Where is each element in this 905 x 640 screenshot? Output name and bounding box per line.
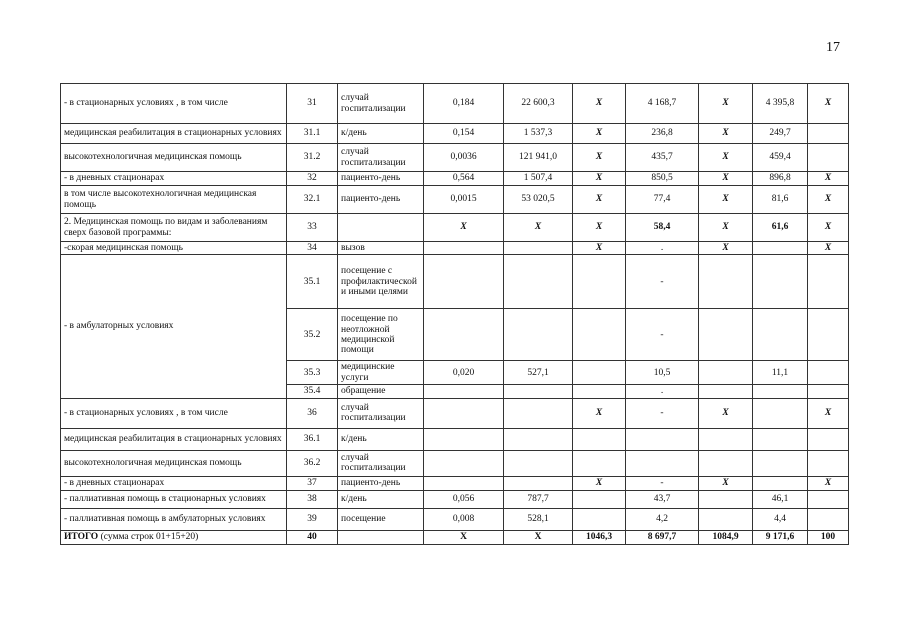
row-unit: случай госпитализации — [338, 398, 424, 428]
table-row — [61, 214, 849, 242]
value-cell: 22 600,3 — [504, 84, 573, 124]
value-cell — [808, 309, 849, 361]
value-cell: Х — [573, 476, 626, 490]
row-unit: к/день — [338, 428, 424, 450]
row-unit: пациенто-день — [338, 476, 424, 490]
value-cell — [808, 490, 849, 508]
value-cell: Х — [573, 84, 626, 124]
row-number: 33 — [287, 214, 338, 242]
table-row-total — [61, 530, 849, 544]
value-cell: 0,056 — [424, 490, 504, 508]
value-cell: Х — [573, 144, 626, 172]
value-cell: 459,4 — [753, 144, 808, 172]
value-cell — [753, 450, 808, 476]
value-cell — [504, 385, 573, 398]
row-unit — [338, 214, 424, 242]
value-cell: Х — [573, 242, 626, 255]
row-unit: к/день — [338, 124, 424, 144]
value-cell — [573, 508, 626, 530]
value-cell: 4 168,7 — [626, 84, 699, 124]
value-cell — [699, 385, 753, 398]
row-unit: медицинские услуги — [338, 361, 424, 385]
row-name: - паллиативная помощь в стационарных условиях — [61, 490, 287, 508]
value-cell: Х — [699, 476, 753, 490]
value-cell — [424, 450, 504, 476]
value-cell: 0,564 — [424, 172, 504, 186]
table-body-ambulatory — [61, 255, 849, 398]
row-unit: вызов — [338, 242, 424, 255]
value-cell — [808, 124, 849, 144]
total-cell: Х — [424, 530, 504, 544]
value-cell — [808, 385, 849, 398]
total-row-number: 40 — [287, 530, 338, 544]
total-cell: 8 697,7 — [626, 530, 699, 544]
total-cell: 1084,9 — [699, 530, 753, 544]
row-unit: посещение — [338, 508, 424, 530]
row-unit: посещение с профилактической и иными целями — [338, 255, 424, 309]
row-unit: пациенто-день — [338, 172, 424, 186]
value-cell — [424, 309, 504, 361]
value-cell: 0,0036 — [424, 144, 504, 172]
ambulatory-name: - в амбулаторных условиях — [61, 255, 287, 398]
row-number: 36.2 — [287, 450, 338, 476]
value-cell — [699, 428, 753, 450]
value-cell: Х — [699, 398, 753, 428]
value-cell: 10,5 — [626, 361, 699, 385]
value-cell — [573, 428, 626, 450]
row-name: - в дневных стационарах — [61, 172, 287, 186]
row-number: 38 — [287, 490, 338, 508]
value-cell: 528,1 — [504, 508, 573, 530]
value-cell: Х — [573, 172, 626, 186]
table-row — [61, 490, 849, 508]
value-cell: Х — [504, 214, 573, 242]
value-cell — [424, 255, 504, 309]
row-name: высокотехнологичная медицинская помощь — [61, 144, 287, 172]
value-cell: Х — [808, 398, 849, 428]
value-cell — [808, 144, 849, 172]
value-cell — [573, 309, 626, 361]
row-number: 35.2 — [287, 309, 338, 361]
row-unit: к/день — [338, 490, 424, 508]
value-cell — [626, 428, 699, 450]
value-cell — [753, 242, 808, 255]
row-name: медицинская реабилитация в стационарных условиях — [61, 428, 287, 450]
value-cell: 0,020 — [424, 361, 504, 385]
value-cell: Х — [699, 144, 753, 172]
total-cell: 100 — [808, 530, 849, 544]
value-cell — [699, 361, 753, 385]
value-cell: 121 941,0 — [504, 144, 573, 172]
row-number: 34 — [287, 242, 338, 255]
row-number: 31 — [287, 84, 338, 124]
table-row — [61, 84, 849, 124]
table-body-bottom — [61, 398, 849, 530]
table-row — [61, 186, 849, 214]
value-cell — [424, 398, 504, 428]
row-unit: пациенто-день — [338, 186, 424, 214]
value-cell: 4 395,8 — [753, 84, 808, 124]
value-cell: 896,8 — [753, 172, 808, 186]
table-body-top — [61, 84, 849, 255]
value-cell — [753, 398, 808, 428]
row-unit: случай госпитализации — [338, 144, 424, 172]
value-cell: - — [626, 476, 699, 490]
row-number: 35.4 — [287, 385, 338, 398]
value-cell — [699, 309, 753, 361]
value-cell: 0,184 — [424, 84, 504, 124]
value-cell: 43,7 — [626, 490, 699, 508]
value-cell — [424, 242, 504, 255]
value-cell — [753, 428, 808, 450]
value-cell — [699, 450, 753, 476]
value-cell: 4,2 — [626, 508, 699, 530]
table-row — [61, 428, 849, 450]
value-cell — [573, 490, 626, 508]
table-row — [61, 144, 849, 172]
row-number: 35.3 — [287, 361, 338, 385]
value-cell: 1 507,4 — [504, 172, 573, 186]
value-cell — [699, 490, 753, 508]
value-cell: 77,4 — [626, 186, 699, 214]
row-name: - в дневных стационарах — [61, 476, 287, 490]
table-row — [61, 242, 849, 255]
row-name: в том числе высокотехнологичная медицинская помощь — [61, 186, 287, 214]
value-cell: - — [626, 309, 699, 361]
value-cell — [424, 428, 504, 450]
row-number: 32 — [287, 172, 338, 186]
page-number: 17 — [826, 40, 840, 55]
total-label: ИТОГО (сумма строк 01+15+20) — [61, 530, 287, 544]
row-number: 31.1 — [287, 124, 338, 144]
value-cell — [808, 361, 849, 385]
row-unit: случай госпитализации — [338, 84, 424, 124]
row-name: -скорая медицинская помощь — [61, 242, 287, 255]
value-cell: 249,7 — [753, 124, 808, 144]
value-cell: 11,1 — [753, 361, 808, 385]
value-cell: Х — [699, 124, 753, 144]
value-cell: 46,1 — [753, 490, 808, 508]
value-cell — [753, 255, 808, 309]
value-cell — [808, 428, 849, 450]
value-cell: . — [626, 242, 699, 255]
row-name: высокотехнологичная медицинская помощь — [61, 450, 287, 476]
row-name: - в стационарных условиях , в том числе — [61, 84, 287, 124]
value-cell: 0,0015 — [424, 186, 504, 214]
row-number: 32.1 — [287, 186, 338, 214]
value-cell: 787,7 — [504, 490, 573, 508]
row-number: 37 — [287, 476, 338, 490]
table-row — [61, 398, 849, 428]
value-cell: Х — [808, 214, 849, 242]
value-cell: 850,5 — [626, 172, 699, 186]
value-cell: Х — [808, 186, 849, 214]
value-cell: Х — [699, 84, 753, 124]
value-cell: 53 020,5 — [504, 186, 573, 214]
value-cell: 58,4 — [626, 214, 699, 242]
row-number: 36 — [287, 398, 338, 428]
value-cell — [753, 476, 808, 490]
row-number: 31.2 — [287, 144, 338, 172]
value-cell: Х — [573, 186, 626, 214]
value-cell — [504, 309, 573, 361]
value-cell — [504, 242, 573, 255]
value-cell — [808, 508, 849, 530]
table-row — [61, 172, 849, 186]
value-cell — [808, 255, 849, 309]
value-cell: Х — [573, 214, 626, 242]
row-name: - паллиативная помощь в амбулаторных условиях — [61, 508, 287, 530]
value-cell: 435,7 — [626, 144, 699, 172]
total-cell: 9 171,6 — [753, 530, 808, 544]
value-cell — [504, 476, 573, 490]
value-cell: . — [626, 385, 699, 398]
row-name: - в стационарных условиях , в том числе — [61, 398, 287, 428]
value-cell: Х — [808, 84, 849, 124]
value-cell: Х — [808, 172, 849, 186]
value-cell: Х — [699, 214, 753, 242]
value-cell: Х — [808, 242, 849, 255]
value-cell: - — [626, 398, 699, 428]
value-cell: 81,6 — [753, 186, 808, 214]
value-cell: Х — [808, 476, 849, 490]
total-cell: Х — [504, 530, 573, 544]
value-cell: Х — [573, 398, 626, 428]
value-cell — [573, 385, 626, 398]
row-unit: посещение по неотложной медицинской помощи — [338, 309, 424, 361]
value-cell — [699, 508, 753, 530]
row-name: 2. Медицинская помощь по видам и заболеваниям сверх базовой программы: — [61, 214, 287, 242]
value-cell — [626, 450, 699, 476]
value-cell: 527,1 — [504, 361, 573, 385]
total-cell: 1046,3 — [573, 530, 626, 544]
value-cell: 1 537,3 — [504, 124, 573, 144]
financing-table — [60, 83, 849, 545]
table-row — [61, 255, 849, 309]
value-cell: Х — [699, 172, 753, 186]
value-cell — [573, 450, 626, 476]
value-cell — [504, 450, 573, 476]
value-cell: Х — [699, 186, 753, 214]
row-number: 36.1 — [287, 428, 338, 450]
row-unit: случай госпитализации — [338, 450, 424, 476]
value-cell — [573, 255, 626, 309]
value-cell — [504, 428, 573, 450]
value-cell: 61,6 — [753, 214, 808, 242]
value-cell — [573, 361, 626, 385]
table-row — [61, 450, 849, 476]
value-cell — [699, 255, 753, 309]
row-number: 35.1 — [287, 255, 338, 309]
value-cell: Х — [699, 242, 753, 255]
value-cell: 236,8 — [626, 124, 699, 144]
total-unit — [338, 530, 424, 544]
row-name: медицинская реабилитация в стационарных условиях — [61, 124, 287, 144]
value-cell: Х — [573, 124, 626, 144]
value-cell: - — [626, 255, 699, 309]
table-row — [61, 476, 849, 490]
value-cell — [808, 450, 849, 476]
value-cell — [504, 398, 573, 428]
value-cell: 4,4 — [753, 508, 808, 530]
value-cell — [424, 476, 504, 490]
value-cell — [504, 255, 573, 309]
table-row — [61, 508, 849, 530]
row-number: 39 — [287, 508, 338, 530]
value-cell — [753, 309, 808, 361]
value-cell: 0,154 — [424, 124, 504, 144]
value-cell — [753, 385, 808, 398]
row-unit: обращение — [338, 385, 424, 398]
table-row — [61, 124, 849, 144]
value-cell: 0,008 — [424, 508, 504, 530]
value-cell — [424, 385, 504, 398]
value-cell: Х — [424, 214, 504, 242]
